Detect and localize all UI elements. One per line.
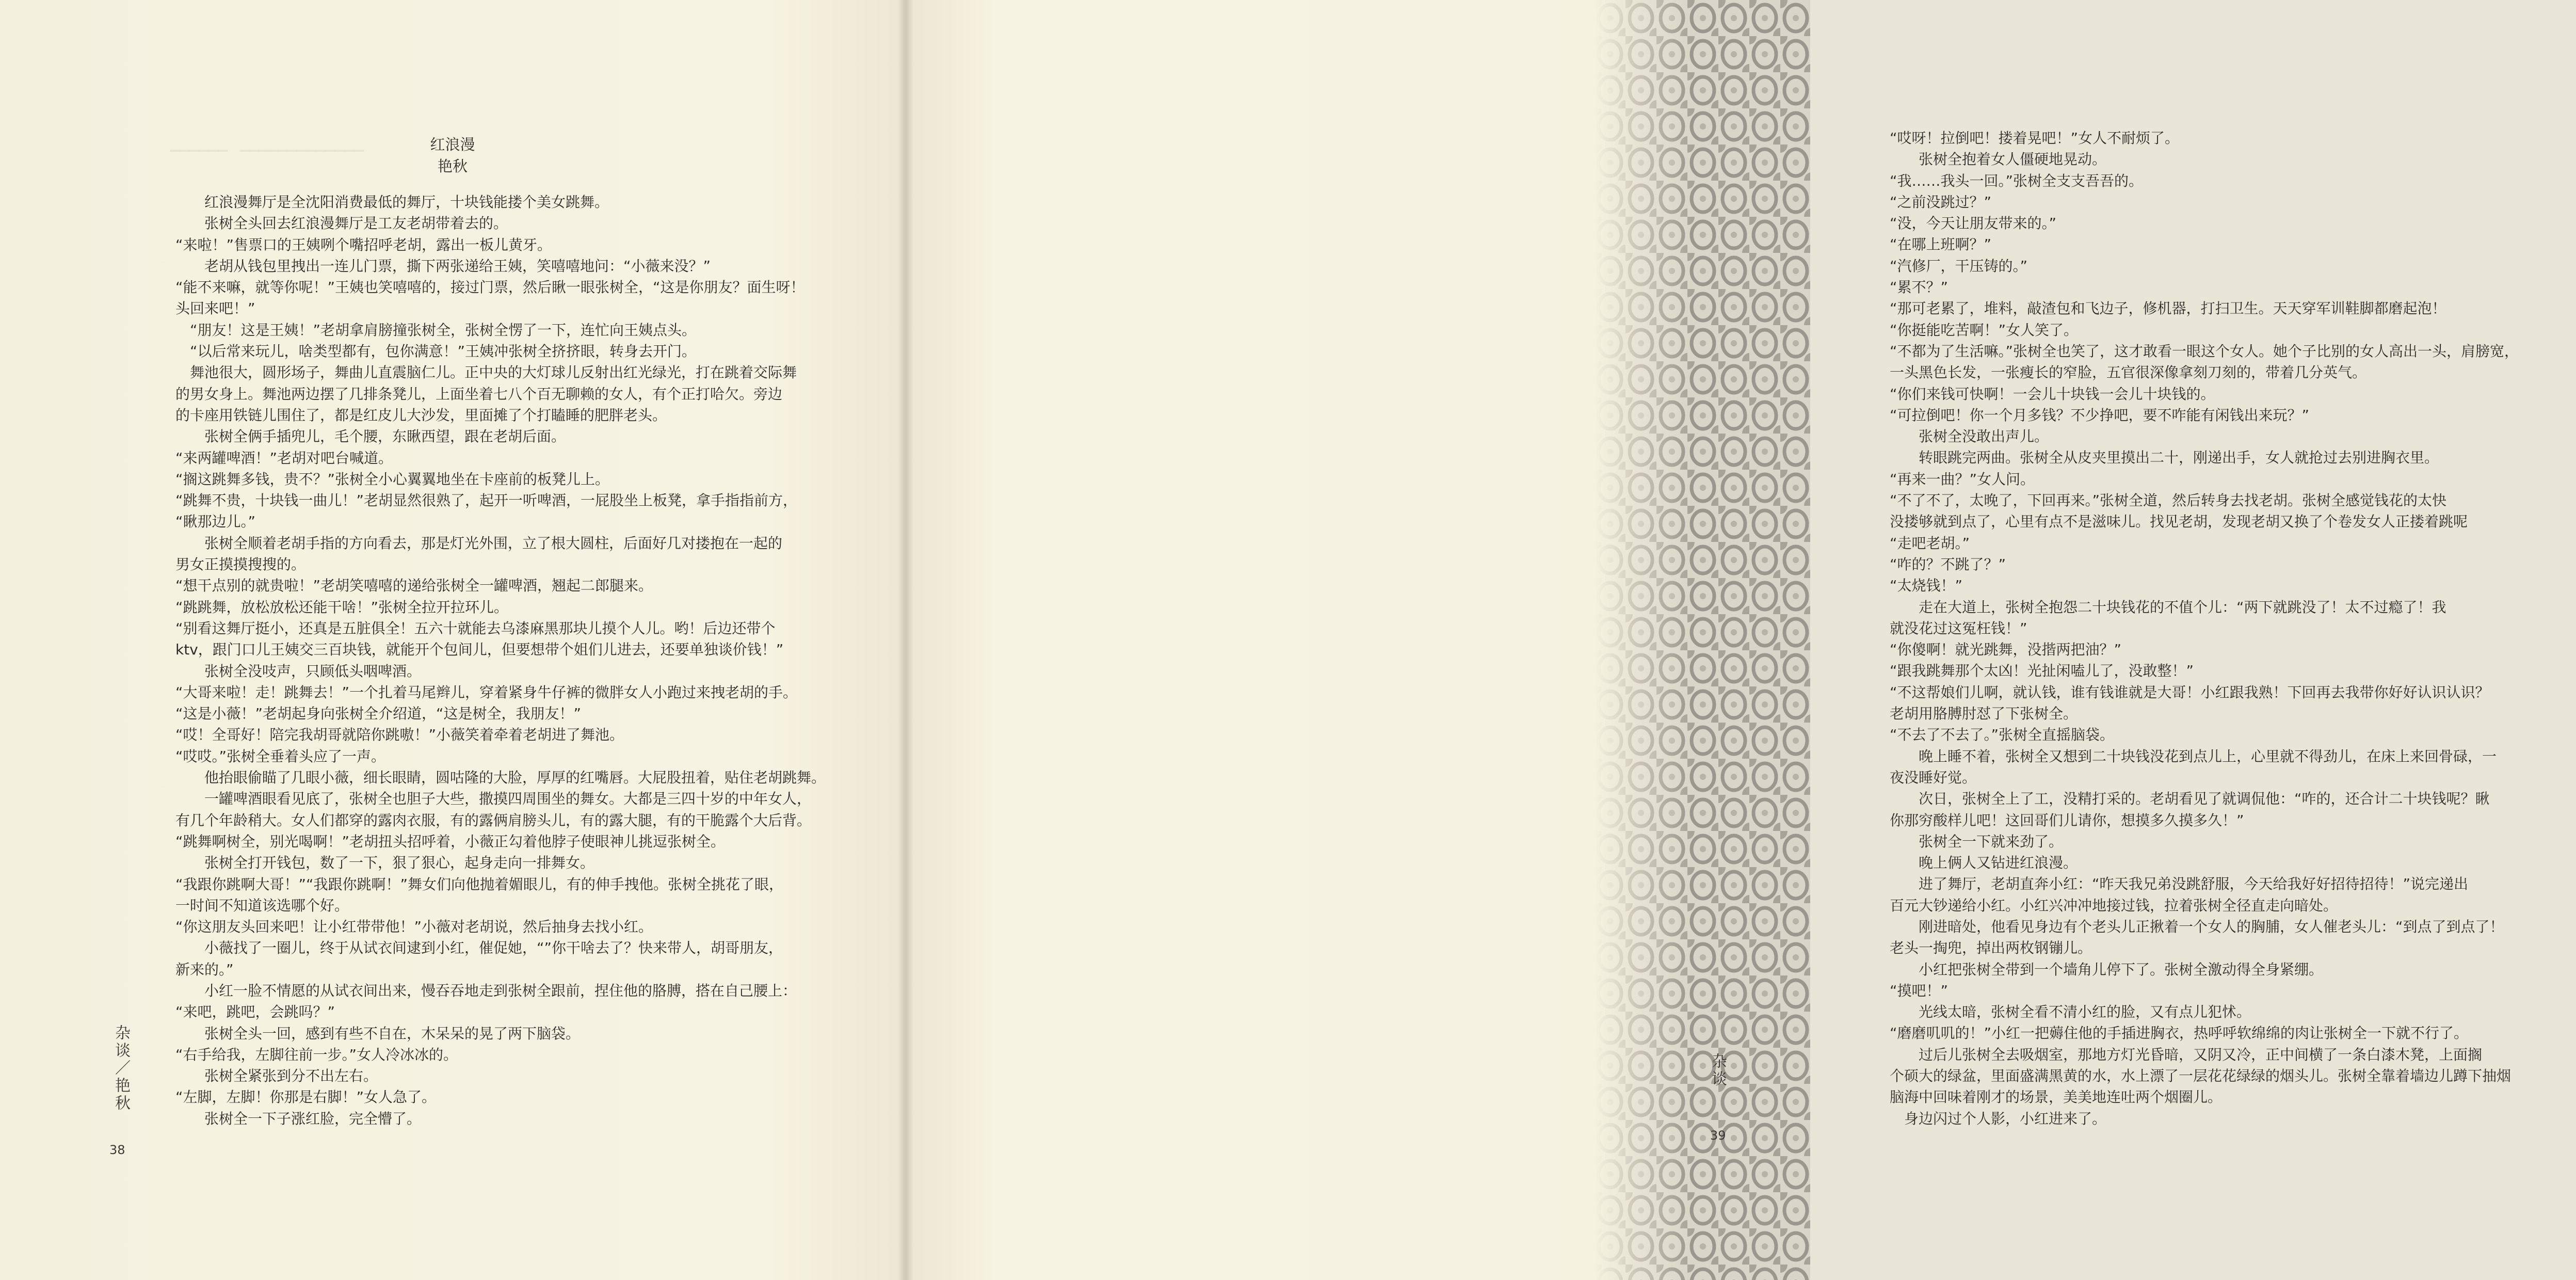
paragraph-line: “那可老累了，堆料，敲渣包和飞边子，修机器，打扫卫生。天天穿军训鞋脚都磨起泡！: [1890, 300, 2446, 317]
paragraph-line: “之前没跳过？”: [1890, 193, 1992, 211]
paragraph-line: “来啦！”售票口的王姨咧个嘴招呼老胡，露出一板儿黄牙。: [175, 236, 552, 253]
paragraph-line: 刚进暗处，他看见身边有个老头儿正揪着一个女人的胸脯，女人催老头儿：“到点了到点了！: [1919, 918, 2504, 935]
paragraph-line: “来吧，跳吧，会跳吗？”: [175, 1003, 335, 1021]
paragraph-line: “汽修厂，干压铸的。”: [1890, 257, 2028, 275]
paragraph-line: “我……我头一回。”张树全支支吾吾的。: [1890, 172, 2144, 189]
paragraph-line: “在哪上班啊？”: [1890, 236, 1992, 253]
paragraph-line: 张树全俩手插兜儿，毛个腰，东瞅西望，跟在老胡后面。: [204, 428, 566, 445]
paragraph-line: “右手给我，左脚往前一步。”女人冷冰冰的。: [175, 1046, 458, 1063]
paragraph-line: “跳跳舞，放松放松还能干啥！”张树全拉开拉环儿。: [175, 598, 509, 616]
paragraph-line: “跟我跳舞那个太凶！光扯闲嗑儿了，没敢整！”: [1890, 662, 2194, 680]
paragraph-line: “想干点别的就贵啦！”老胡笑嘻嘻的递给张树全一罐啤酒，翘起二郎腿来。: [175, 577, 653, 595]
paragraph-line: 小红把张树全带到一个墙角儿停下了。张树全激动得全身紧绷。: [1919, 961, 2324, 978]
paragraph-line: “跳舞啊树全，别光喝啊！”老胡扭头招呼着，小薇正勾着他脖子使眼神儿挑逗张树全。: [175, 833, 726, 850]
paragraph-line: “你这朋友头回来吧！让小红带带他！”小薇对老胡说，然后抽身去找小红。: [175, 918, 653, 936]
paragraph-line: 光线太暗，张树全看不清小红的脸，又有点儿犯怵。: [1919, 1003, 2251, 1021]
paragraph-line: 一时间不知道该选哪个好。: [175, 897, 349, 914]
paragraph-line: 头回来吧！”: [175, 300, 255, 317]
paragraph-line: “朋友！这是王姨！”老胡拿肩膀撞张树全，张树全愣了一下，连忙向王姨点头。: [190, 321, 697, 339]
left-page: [0, 0, 905, 1280]
paragraph-line: “不这帮娘们儿啊，就认钱，谁有钱谁就是大哥！小红跟我熟！下回再去我带你好好认识认识？: [1890, 683, 2490, 701]
article-title: 红浪漫: [430, 136, 475, 153]
paragraph-line: “太烧钱！”: [1890, 577, 1963, 595]
paragraph-line: 个硕大的绿盆，里面盛满黑黄的水，水上漂了一层花花绿绿的烟头儿。张树全靠着墙边儿蹲下抽烟: [1890, 1067, 2511, 1085]
paragraph-line: 张树全头一回，感到有些不自在，木呆呆的晃了两下脑袋。: [204, 1025, 581, 1042]
paragraph-line: “跳舞不贵，十块钱一曲儿！”老胡显然很熟了，起开一听啤酒，一屁股坐上板凳，拿手指指前方，: [175, 492, 798, 509]
show-through-text: ▁▁▁▁▁▁ ▁▁▁▁▁▁▁▁▁▁▁▁▁: [170, 137, 364, 152]
section-label-right: 杂谈: [1709, 1053, 1727, 1088]
paragraph-line: 红浪漫舞厅是全沈阳消费最低的舞厅，十块钱能搂个美女跳舞。: [204, 194, 609, 211]
paragraph-line: 晚上俩人又钻进红浪漫。: [1919, 854, 2078, 872]
paragraph-line: “哎哎。”张树全垂着头应了一声。: [175, 747, 386, 765]
paragraph-line: 张树全紧张到分不出左右。: [204, 1067, 378, 1085]
paragraph-line: “不去了不去了。”张树全直摇脑袋。: [1890, 726, 2115, 744]
paragraph-line: “瞅那边儿。”: [175, 513, 256, 531]
right-page-body: [1890, 127, 2576, 1129]
paragraph-line: “哎！全哥好！陪完我胡哥就陪你跳嗷！”小薇笑着牵着老胡进了舞池。: [175, 726, 624, 744]
paragraph-line: “磨磨叽叽的！”小红一把薅住他的手插进胸衣，热呼呼软绵绵的肉让张树全一下就不行了。: [1890, 1025, 2469, 1042]
article-author: 艳秋: [437, 157, 468, 175]
paragraph-line: “摸吧！”: [1890, 982, 1949, 999]
paragraph-line: 老胡用胳膊肘怼了下张树全。: [1890, 705, 2078, 723]
paragraph-line: 过后儿张树全去吸烟室，那地方灯光昏暗，又阴又冷，正中间横了一条白漆木凳，上面搁: [1919, 1046, 2483, 1063]
paragraph-line: 身边闪过个人影，小红进来了。: [1904, 1110, 2107, 1127]
paragraph-line: 一头黑色长发，一张瘦长的窄脸，五官很深像拿刻刀刻的，带着几分英气。: [1890, 364, 2367, 381]
paragraph-line: 就没花过这冤枉钱！”: [1890, 619, 2027, 637]
page-gutter: [898, 0, 913, 1280]
paragraph-line: 张树全一下子涨红脸，完全懵了。: [204, 1110, 422, 1127]
paragraph-line: “别看这舞厅挺小，还真是五脏俱全！五六十就能去乌漆麻黑那块儿摸个人儿。哟！后边还带个: [175, 619, 776, 637]
paragraph-line: “再来一曲？”女人问。: [1890, 470, 2035, 488]
paragraph-line: 的男女身上。舞池两边摆了几排条凳儿，上面坐着七八个百无聊赖的女人，有个正打哈欠。旁边: [175, 385, 783, 403]
paragraph-line: “没，今天让朋友带来的。”: [1890, 215, 2057, 232]
paragraph-line: “能不来嘛，就等你呢！”王姨也笑嘻嘻的，接过门票，然后瞅一眼张树全，“这是你朋友？面生呀！: [175, 279, 805, 296]
paragraph-line: 老头一掏兜，掉出两枚钢镚儿。: [1890, 939, 2092, 957]
paragraph-line: 次日，张树全上了工，没精打采的。老胡看见了就调侃他：“咋的，还合计二十块钱呢？瞅: [1919, 790, 2490, 808]
paragraph-line: 晚上睡不着，张树全又想到二十块钱没花到点儿上，心里就不得劲儿，在床上来回骨碌，一: [1919, 747, 2497, 765]
paragraph-line: 脑海中回味着刚才的场景，美美地连吐两个烟圈儿。: [1890, 1089, 2223, 1106]
section-label: 杂谈／艳秋: [112, 1025, 130, 1112]
paragraph-line: 张树全抱着女人僵硬地晃动。: [1919, 151, 2107, 168]
paragraph-line: 舞池很大，圆形场子，舞曲儿直震脑仁儿。正中央的大灯球儿反射出红光绿光，打在跳着交际舞: [190, 364, 797, 381]
paragraph-line: 一罐啤酒眼看见底了，张树全也胆子大些，撒摸四周围坐的舞女。大都是三四十岁的中年女人，: [204, 790, 812, 808]
page-number: 38: [109, 1143, 125, 1157]
paragraph-line: 进了舞厅，老胡直奔小红：“昨天我兄弟没跳舒服，今天给我好好招待招待！”说完递出: [1919, 875, 2469, 893]
paragraph-line: 张树全头回去红浪漫舞厅是工友老胡带着去的。: [204, 215, 508, 232]
paragraph-line: 夜没睡好觉。: [1890, 769, 1977, 786]
paragraph-line: “这是小薇！”老胡起身向张树全介绍道，“这是树全，我朋友！”: [175, 705, 582, 723]
paragraph-line: 小薇找了一圈儿，终于从试衣间逮到小红，催促她，“”你干啥去了？快来带人，胡哥朋友，: [204, 939, 783, 957]
paragraph-line: 张树全打开钱包，数了一下，狠了狠心，起身走向一排舞女。: [204, 854, 595, 872]
paragraph-line: “我跟你跳啊大哥！”“我跟你跳啊！”舞女们向他抛着媚眼儿，有的伸手拽他。张树全挑花了眼，: [175, 875, 784, 893]
paragraph-line: 张树全一下就来劲了。: [1919, 833, 2064, 850]
paragraph-line: 有几个年龄稍大。女人们都穿的露肉衣服，有的露俩肩膀头儿，有的露大腿，有的干脆露个大后背。: [175, 811, 812, 829]
paragraph-line: “不了不了，太晚了，下回再来。”张树全道，然后转身去找老胡。张树全感觉钱花的太快: [1890, 492, 2447, 509]
paragraph-line: “咋的？不跳了？”: [1890, 555, 2006, 573]
paragraph-line: “大哥来啦！走！跳舞去！”一个扎着马尾辫儿，穿着紧身牛仔裤的微胖女人小跑过来拽老胡的手。: [175, 683, 798, 701]
paragraph-line: 走在大道上，张树全抱怨二十块钱花的不值个儿：“两下就跳没了！太不过瘾了！我: [1919, 598, 2446, 616]
paragraph-line: 老胡从钱包里拽出一连儿门票，撕下两张递给王姨，笑嘻嘻地问：“小薇来没？”: [204, 257, 711, 275]
paragraph-line: ktv，跟门口儿王姨交三百块钱，就能开个包间儿，但要想带个姐们儿进去，还要单独谈价钱！”: [175, 641, 784, 659]
paragraph-line: 他抬眼偷瞄了几眼小薇，细长眼睛，圆咕隆的大脸，厚厚的红嘴唇。大屁股扭着，贴住老胡跳舞。: [204, 769, 826, 787]
paragraph-line: 小红一脸不情愿的从试衣间出来，慢吞吞地走到张树全跟前，捏住他的胳膊，搭在自己腰上：: [204, 982, 797, 999]
paragraph-line: 张树全没吱声，只顾低头咽啤酒。: [204, 662, 422, 680]
paragraph-line: “你挺能吃苦啊！”女人笑了。: [1890, 321, 2079, 339]
paragraph-line: “你傻啊！就光跳舞，没揩两把油？”: [1890, 641, 2122, 659]
paragraph-line: “哎呀！拉倒吧！搂着晃吧！”女人不耐烦了。: [1890, 130, 2180, 147]
paragraph-line: 男女正摸摸搜搜的。: [175, 556, 306, 573]
paragraph-line: “搁这跳舞多钱，贵不？”张树全小心翼翼地坐在卡座前的板凳儿上。: [175, 470, 610, 488]
left-page-body: [175, 191, 851, 1129]
paragraph-line: “来两罐啤酒！”老胡对吧台喊道。: [175, 449, 393, 467]
paragraph-line: “累不？”: [1890, 279, 1949, 296]
paragraph-line: “你们来钱可快啊！一会儿十块钱一会儿十块钱的。: [1890, 385, 2215, 403]
mesh-texture-image: [1595, 0, 1810, 1280]
decorative-texture-strip: [1595, 0, 1810, 1280]
paragraph-line: “不都为了生活嘛。”张树全也笑了，这才敢看一眼这个女人。她个子比别的女人高出一头，肩膀宽，: [1890, 342, 2519, 360]
paragraph-line: “走吧老胡。”: [1890, 534, 1970, 552]
paragraph-line: 转眼跳完两曲。张树全从皮夹里摸出二十，刚递出手，女人就抢过去别进胸衣里。: [1919, 449, 2439, 467]
paragraph-line: “以后常来玩儿，啥类型都有，包你满意！”王姨冲张树全挤挤眼，转身去开门。: [190, 343, 697, 360]
paragraph-line: 你那穷酸样儿吧！这回哥们儿请你，想摸多久摸多久！”: [1890, 811, 2244, 829]
paragraph-line: 百元大钞递给小红。小红兴冲冲地接过钱，拉着张树全径直走向暗处。: [1890, 897, 2338, 914]
page-number-right: 39: [1710, 1128, 1726, 1143]
paragraph-line: “可拉倒吧！你一个月多钱？不少挣吧，要不咋能有闲钱出来玩？”: [1890, 406, 2310, 424]
paragraph-line: 新来的。”: [175, 961, 234, 978]
paragraph-line: 的卡座用铁链儿围住了，都是红皮儿大沙发，里面摊了个打瞌睡的肥胖老头。: [175, 406, 667, 424]
paragraph-line: 没搂够就到点了，心里有点不是滋味儿。找见老胡，发现老胡又换了个卷发女人正搂着跳呢: [1890, 513, 2468, 531]
paragraph-line: “左脚，左脚！你那是右脚！”女人急了。: [175, 1089, 437, 1106]
paragraph-line: 张树全没敢出声儿。: [1919, 428, 2049, 445]
paragraph-line: 张树全顺着老胡手指的方向看去，那是灯光外围，立了根大圆柱，后面好几对搂抱在一起的: [204, 534, 783, 552]
